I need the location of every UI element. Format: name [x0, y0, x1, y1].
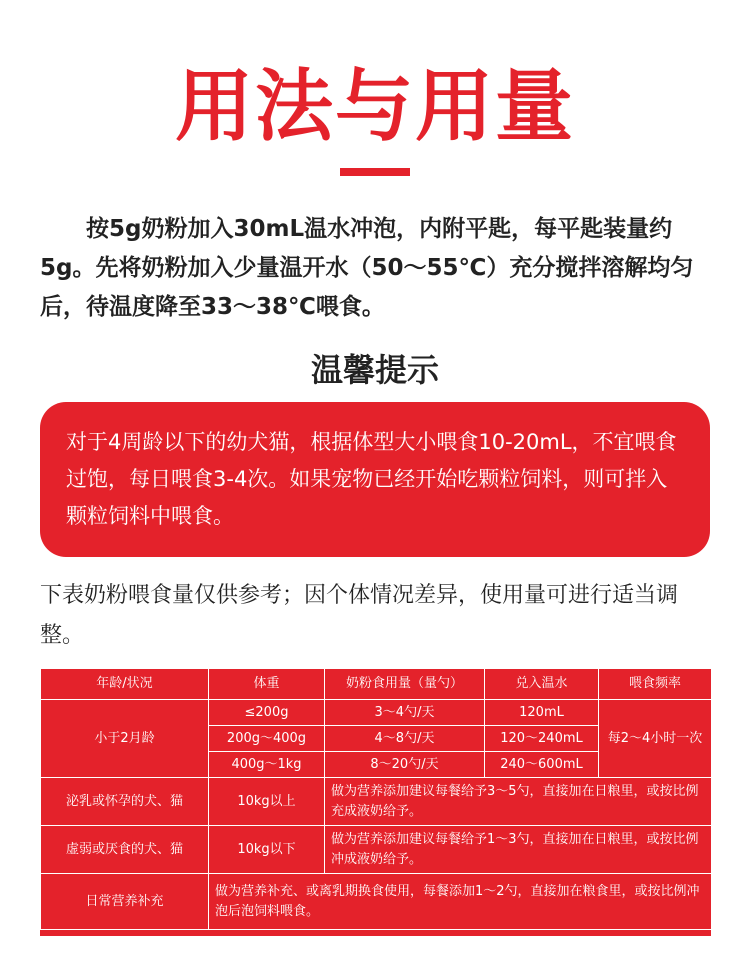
usage-instructions: [40, 210, 712, 327]
young-weight-2: 200g～400g: [209, 726, 325, 752]
young-label: 小于2月龄: [41, 700, 209, 778]
young-water-3: 240～600mL: [485, 752, 599, 778]
header-weight: 体重: [209, 669, 325, 700]
feeding-table-wrapper: [40, 668, 711, 936]
nursing-desc: 做为营养添加建议每餐给予3～5勺，直接加在日粮里，或按比例充成液奶给予。: [325, 778, 712, 826]
header-water: 兑入温水: [485, 669, 599, 700]
table-note: 下表奶粉喂食量仅供参考；因个体情况差异，使用量可进行适当调整。: [40, 583, 679, 648]
page-title: 用法与用量: [174, 62, 575, 152]
young-weight-3: 400g～1kg: [209, 752, 325, 778]
table-header-row: [41, 669, 712, 700]
table-row: [41, 874, 712, 930]
header-age: 年龄/状况: [41, 669, 209, 700]
feeding-table: [40, 668, 712, 930]
header-frequency: 喂食频率: [599, 669, 712, 700]
young-water-1: 120mL: [485, 700, 599, 726]
nursing-label: 泌乳或怀孕的犬、猫: [41, 778, 209, 826]
nursing-weight: 10kg以上: [209, 778, 325, 826]
table-row: [41, 826, 712, 874]
daily-label: 日常营养补充: [41, 874, 209, 930]
young-amount-2: 4～8勺/天: [325, 726, 485, 752]
weak-desc: 做为营养添加建议每餐给予1～3勺，直接加在日粮里，或按比例冲成液奶给予。: [325, 826, 712, 874]
tips-heading: 温馨提示: [310, 351, 439, 389]
young-amount-3: 8～20勺/天: [325, 752, 485, 778]
young-amount-1: 3～4勺/天: [325, 700, 485, 726]
young-frequency: 每2～4小时一次: [599, 700, 712, 778]
young-weight-1: ≤200g: [209, 700, 325, 726]
tips-box: [40, 402, 710, 557]
tips-text: 对于4周龄以下的幼犬猫，根据体型大小喂食10-20mL，不宜喂食过饱，每日喂食3-4次。如果宠物已经开始吃颗粒饲料，则可拌入颗粒饲料中喂食。: [66, 430, 677, 528]
usage-paragraph: 按5g奶粉加入30mL温水冲泡，内附平匙，每平匙装量约5g。先将奶粉加入少量温开水（50～55℃）充分搅拌溶解均匀后，待温度降至33～38℃喂食。: [40, 216, 694, 320]
table-row: [41, 700, 712, 726]
weak-weight: 10kg以下: [209, 826, 325, 874]
daily-desc: 做为营养补充、或离乳期换食使用，每餐添加1～2勺，直接加在粮食里，或按比例冲泡后泡饲料喂食。: [209, 874, 712, 930]
weak-label: 虚弱或厌食的犬、猫: [41, 826, 209, 874]
young-water-2: 120～240mL: [485, 726, 599, 752]
header-amount: 奶粉食用量（量勺）: [325, 669, 485, 700]
table-row: [41, 778, 712, 826]
title-underline: [340, 168, 410, 176]
